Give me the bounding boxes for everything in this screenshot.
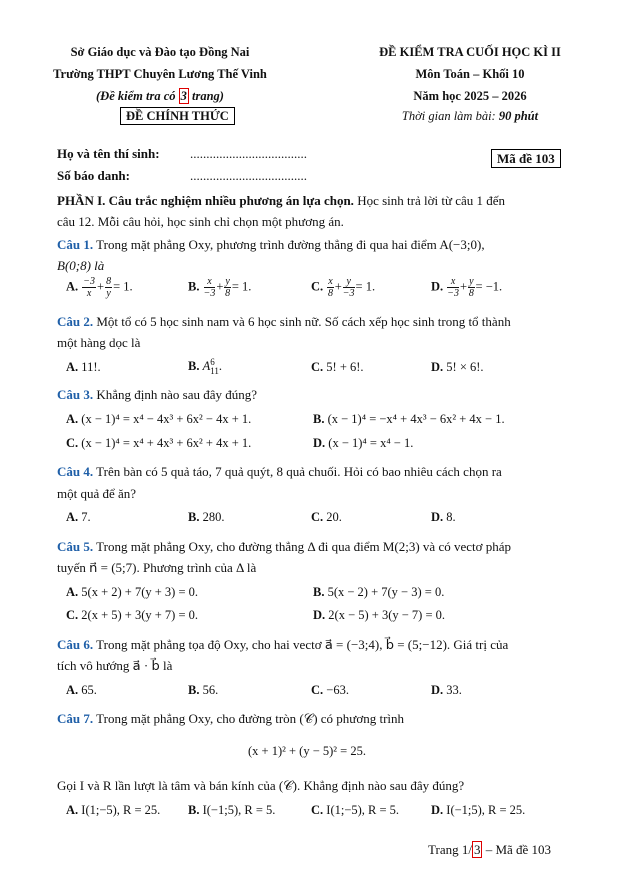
page-footer: Trang 1/ 3 – Mã đề 103: [428, 842, 552, 857]
q1-option-c[interactable]: C. $\frac{x}{8}$ + $\frac{y}{-3}$ = 1.: [311, 276, 376, 299]
question-4-cont: một quả để ăn?: [57, 486, 137, 501]
exam-code-box: Mã đề 103: [491, 151, 561, 167]
q6-option-b[interactable]: B. 56.: [188, 683, 219, 697]
q5-option-b[interactable]: B. 5(x − 2) + 7(y − 3) = 0.: [313, 585, 445, 599]
question-5: Câu 5. Trong mặt phẳng Oxy, cho đường thẳng Δ đi qua điểm M(2;3) và có vectơ pháp: [57, 539, 512, 554]
page-count-note: (Đề kiểm tra có 3 trang): [96, 89, 224, 103]
question-1-cont: B(0;8) là: [57, 258, 105, 273]
student-id-field: ....................................: [190, 168, 307, 183]
question-7-formula: (x + 1)² + (y − 5)² = 25.: [248, 744, 366, 758]
q7-option-c[interactable]: C. I(1;−5), R = 5.: [311, 803, 400, 817]
subject: Môn Toán – Khối 10: [415, 67, 525, 81]
q4-option-c[interactable]: C. 20.: [311, 510, 342, 524]
q3-option-b[interactable]: B. (x − 1)⁴ = −x⁴ + 4x³ − 6x² + 4x − 1.: [313, 412, 505, 426]
q1-option-a[interactable]: A. $\frac{-3}{x}$ + $\frac{8}{y}$ = 1.: [66, 276, 133, 299]
q3-option-c[interactable]: C. (x − 1)⁴ = x⁴ + 4x³ + 6x² + 4x + 1.: [66, 436, 252, 450]
q4-option-d[interactable]: D. 8.: [431, 510, 456, 524]
q1-option-b[interactable]: B. $\frac{x}{-3}$ + $\frac{y}{8}$ = 1.: [188, 276, 252, 299]
q2-option-c[interactable]: C. 5! + 6!.: [311, 360, 364, 374]
student-id-label: Số báo danh:: [57, 168, 130, 183]
q3-option-d[interactable]: D. (x − 1)⁴ = x⁴ − 1.: [313, 436, 414, 450]
q3-option-a[interactable]: A. (x − 1)⁴ = x⁴ − 4x³ + 6x² − 4x + 1.: [66, 412, 252, 426]
question-4: Câu 4. Trên bàn có 5 quả táo, 7 quả quýt, 8 quả chuối. Hỏi có bao nhiêu cách chọn ra: [57, 464, 502, 479]
question-6: Câu 6. Trong mặt phẳng tọa độ Oxy, cho hai vectơ a⃗ = (−3;4), b⃗ = (5;−12). Giá trị của: [57, 637, 509, 652]
q5-option-a[interactable]: A. 5(x + 2) + 7(y + 3) = 0.: [66, 585, 199, 599]
q6-option-a[interactable]: A. 65.: [66, 683, 97, 697]
exam-duration: Thời gian làm bài: 90 phút: [401, 109, 539, 123]
q2-option-a[interactable]: A. 11!.: [66, 360, 101, 374]
q7-option-b[interactable]: B. I(−1;5), R = 5.: [188, 803, 276, 817]
q6-option-d[interactable]: D. 33.: [431, 683, 462, 697]
question-1: Câu 1. Trong mặt phẳng Oxy, phương trình đường thẳng đi qua hai điểm A(−3;0),: [57, 237, 485, 252]
question-7-cont: Gọi I và R lần lượt là tâm và bán kính của (𝒞). Khẳng định nào sau đây đúng?: [57, 778, 465, 793]
part1-desc: câu 12. Mỗi câu hỏi, học sinh chỉ chọn một phương án.: [57, 214, 344, 229]
q4-option-a[interactable]: A. 7.: [66, 510, 91, 524]
question-6-cont: tích vô hướng a⃗ · b⃗ là: [57, 658, 173, 673]
question-5-cont: tuyến n⃗ = (5;7). Phương trình của Δ là: [57, 560, 257, 575]
q7-option-d[interactable]: D. I(−1;5), R = 25.: [431, 803, 526, 817]
part1-heading: PHẦN I. Câu trắc nghiệm nhiều phương án lựa chọn. Học sinh trả lời từ câu 1 đến: [57, 193, 506, 208]
student-name-label: Họ và tên thí sinh:: [57, 146, 160, 161]
exam-title: ĐỀ KIỂM TRA CUỐI HỌC KÌ II: [379, 45, 561, 59]
question-2: Câu 2. Một tổ có 5 học sinh nam và 6 học sinh nữ. Số cách xếp học sinh trong tổ thành: [57, 314, 511, 329]
q4-option-b[interactable]: B. 280.: [188, 510, 225, 524]
q6-option-c[interactable]: C. −63.: [311, 683, 349, 697]
question-7: Câu 7. Trong mặt phẳng Oxy, cho đường tròn (𝒞) có phương trình: [57, 711, 405, 726]
q1-option-d[interactable]: D. $\frac{x}{-3}$ + $\frac{y}{8}$ = −1.: [431, 276, 503, 299]
question-3: Câu 3. Khẳng định nào sau đây đúng?: [57, 387, 258, 402]
q7-option-a[interactable]: A. I(1;−5), R = 25.: [66, 803, 161, 817]
question-2-cont: một hàng dọc là: [57, 335, 141, 350]
q5-option-d[interactable]: D. 2(x − 5) + 3(y − 7) = 0.: [313, 608, 446, 622]
school-year: Năm học 2025 – 2026: [413, 89, 527, 103]
official-badge: ĐỀ CHÍNH THỨC: [120, 109, 235, 124]
q5-option-c[interactable]: C. 2(x + 5) + 3(y + 7) = 0.: [66, 608, 199, 622]
student-name-field: ....................................: [190, 146, 307, 161]
department-name: Sở Giáo dục và Đào tạo Đồng Nai: [70, 45, 250, 59]
q2-option-d[interactable]: D. 5! × 6!.: [431, 360, 484, 374]
school-name: Trường THPT Chuyên Lương Thế Vinh: [53, 67, 267, 81]
q2-option-b[interactable]: B. A 6 11 .: [188, 357, 223, 376]
